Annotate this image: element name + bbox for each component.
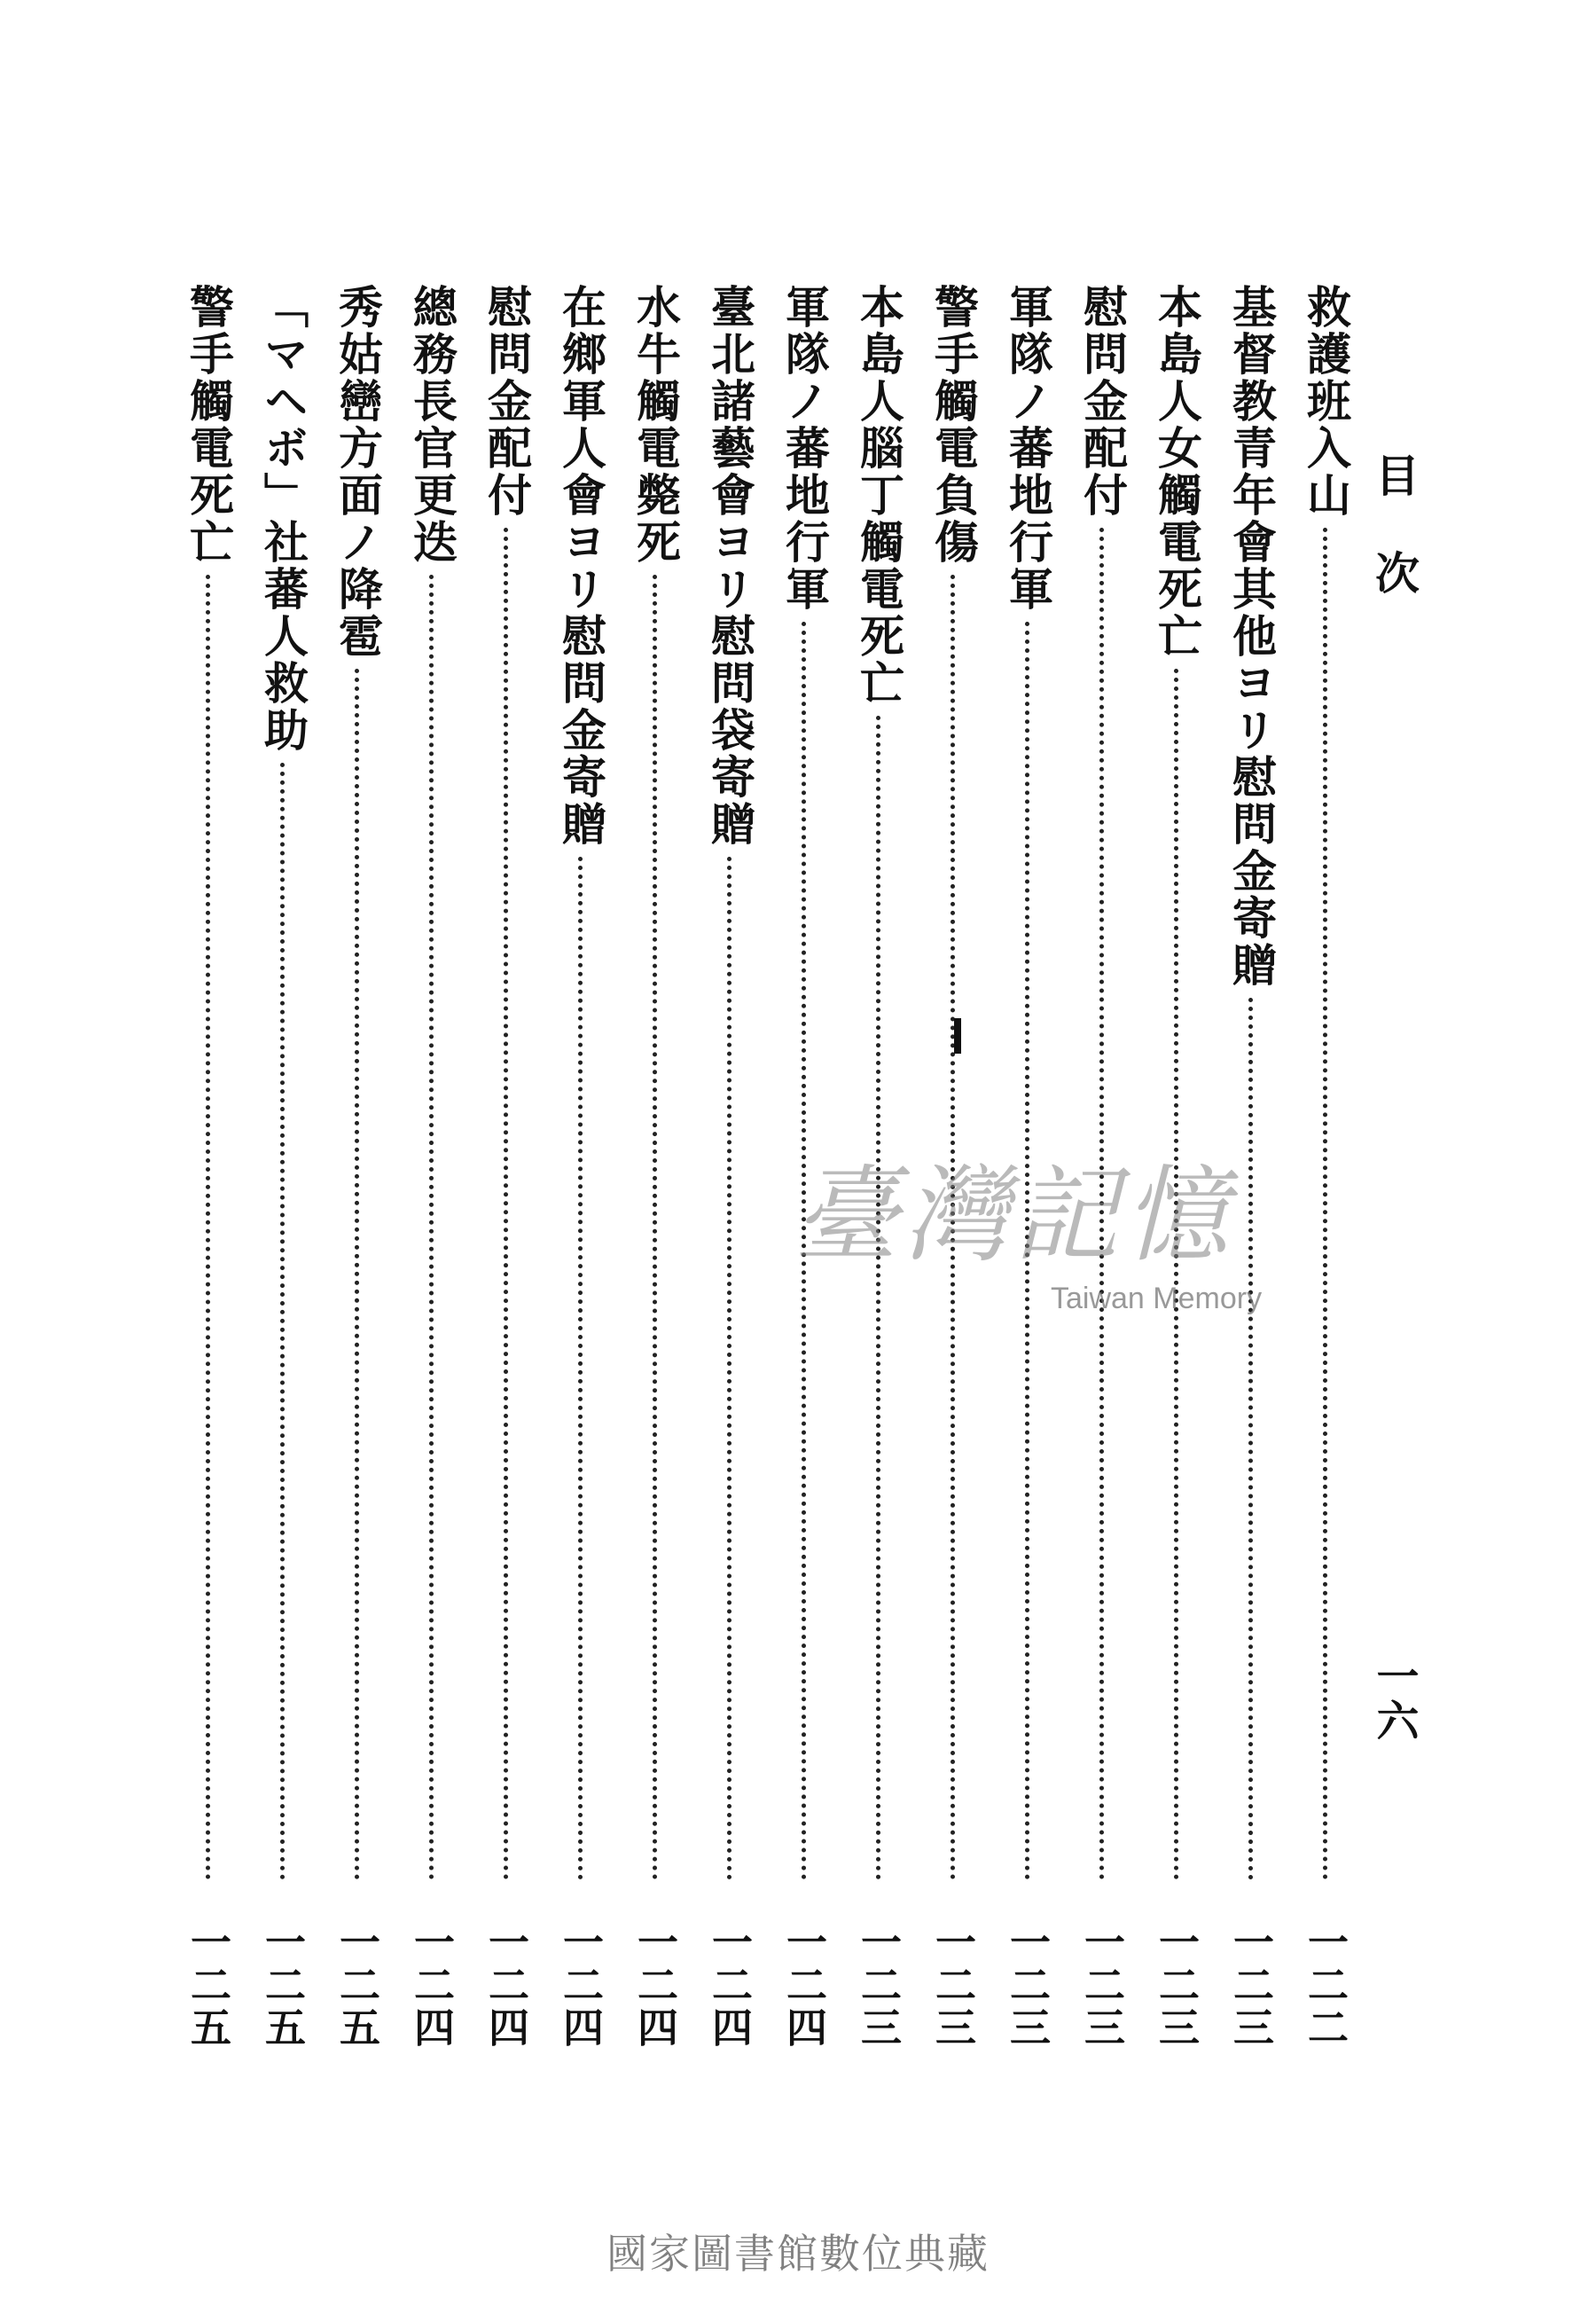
toc-entry-title: 軍隊ノ蕃地行軍 bbox=[778, 284, 831, 613]
toc-entry-title: 本島人腦丁觸電死亡 bbox=[853, 284, 905, 707]
toc-entry-page: 一二四 bbox=[408, 1921, 456, 2049]
toc-entry bbox=[1299, 284, 1352, 2049]
toc-entry-title: 在鄉軍人會ヨリ慰問金寄贈 bbox=[555, 284, 607, 848]
toc-entry-title: 軍隊ノ蕃地行軍 bbox=[1002, 284, 1054, 613]
toc-entry-title: 警手觸電負傷 bbox=[927, 284, 980, 566]
toc-entry bbox=[1001, 284, 1054, 2049]
dot-leader bbox=[1025, 622, 1029, 1880]
toc-entry bbox=[256, 284, 309, 2049]
toc-entry-page: 一二二 bbox=[1302, 1921, 1350, 2049]
toc-entry bbox=[1224, 284, 1278, 2049]
dot-leader bbox=[653, 575, 657, 1880]
toc-entry-page: 一二三 bbox=[929, 1921, 977, 2049]
toc-entry bbox=[852, 284, 905, 2049]
toc-entry-title: 慰問金配付 bbox=[1076, 284, 1129, 519]
toc-entry-title: 「マヘボ」社蕃人救助 bbox=[257, 284, 309, 754]
dot-leader bbox=[951, 575, 955, 1880]
toc-entry bbox=[331, 284, 384, 2049]
toc-entry-page: 一二三 bbox=[1227, 1921, 1275, 2049]
toc-entry-title: 警手觸電死亡 bbox=[183, 284, 235, 566]
dot-leader bbox=[1099, 528, 1104, 1880]
dot-leader bbox=[578, 857, 583, 1880]
toc-entry-page: 一二三 bbox=[1153, 1921, 1201, 2049]
toc-entry bbox=[927, 284, 980, 2049]
toc-entry-title: 臺北諸藝會ヨリ慰問袋寄贈 bbox=[704, 284, 756, 848]
running-header-title: 目次 bbox=[1368, 452, 1420, 647]
toc-entry-page: 一二三 bbox=[1078, 1921, 1126, 2049]
dot-leader bbox=[1323, 528, 1327, 1880]
toc-entry-page: 一二三 bbox=[855, 1921, 903, 2049]
toc-entry-title: 本島人女觸電死亡 bbox=[1151, 284, 1203, 660]
toc-entry bbox=[629, 284, 682, 2049]
toc-entry-title: 水牛觸電斃死 bbox=[630, 284, 682, 566]
dot-leader bbox=[429, 575, 434, 1880]
toc-entry-page: 一二四 bbox=[706, 1921, 754, 2049]
toc-entry-title: 慰問金配付 bbox=[481, 284, 533, 519]
toc-entry-page: 一二五 bbox=[259, 1921, 307, 2049]
toc-entry bbox=[1076, 284, 1129, 2049]
toc-entry-title: 救護班入山 bbox=[1300, 284, 1352, 519]
toc-entry-title: 基督教青年會其他ヨリ慰問金寄贈 bbox=[1225, 284, 1278, 989]
toc-entry-title: 秀姑巒方面ノ降雹 bbox=[332, 284, 384, 660]
page-number: 一六 bbox=[1369, 1654, 1419, 1743]
toc-entry bbox=[703, 284, 756, 2049]
watermark-chinese: 臺灣記憶 bbox=[794, 1154, 1234, 1276]
toc-entry bbox=[480, 284, 533, 2049]
dot-leader bbox=[1248, 998, 1253, 1880]
toc-entry-page: 一二四 bbox=[780, 1921, 828, 2049]
toc-entry bbox=[405, 284, 458, 2049]
dot-leader bbox=[504, 528, 508, 1880]
footer-credit: 國家圖書館數位典藏 bbox=[606, 2230, 990, 2278]
dot-leader bbox=[280, 763, 285, 1880]
toc-entry bbox=[1150, 284, 1203, 2049]
toc-entry bbox=[554, 284, 607, 2049]
toc-entry-page: 一二五 bbox=[184, 1921, 232, 2049]
toc-entry-page: 一二四 bbox=[482, 1921, 530, 2049]
toc-entry-title: 總務長官更迭 bbox=[406, 284, 458, 566]
toc-entry-page: 一二三 bbox=[1004, 1921, 1052, 2049]
table-of-contents bbox=[173, 284, 1352, 2049]
dot-leader bbox=[876, 716, 880, 1880]
dot-leader bbox=[355, 669, 359, 1880]
dot-leader bbox=[206, 575, 210, 1880]
toc-entry-page: 一二四 bbox=[631, 1921, 679, 2049]
toc-entry bbox=[778, 284, 831, 2049]
print-mark bbox=[954, 1018, 961, 1054]
toc-entry bbox=[182, 284, 235, 2049]
dot-leader bbox=[1174, 669, 1178, 1880]
dot-leader bbox=[802, 622, 806, 1880]
watermark-english: Taiwan Memory bbox=[1051, 1282, 1263, 1315]
toc-entry-page: 一二五 bbox=[333, 1921, 381, 2049]
dot-leader bbox=[727, 857, 732, 1880]
toc-entry-page: 一二四 bbox=[557, 1921, 605, 2049]
